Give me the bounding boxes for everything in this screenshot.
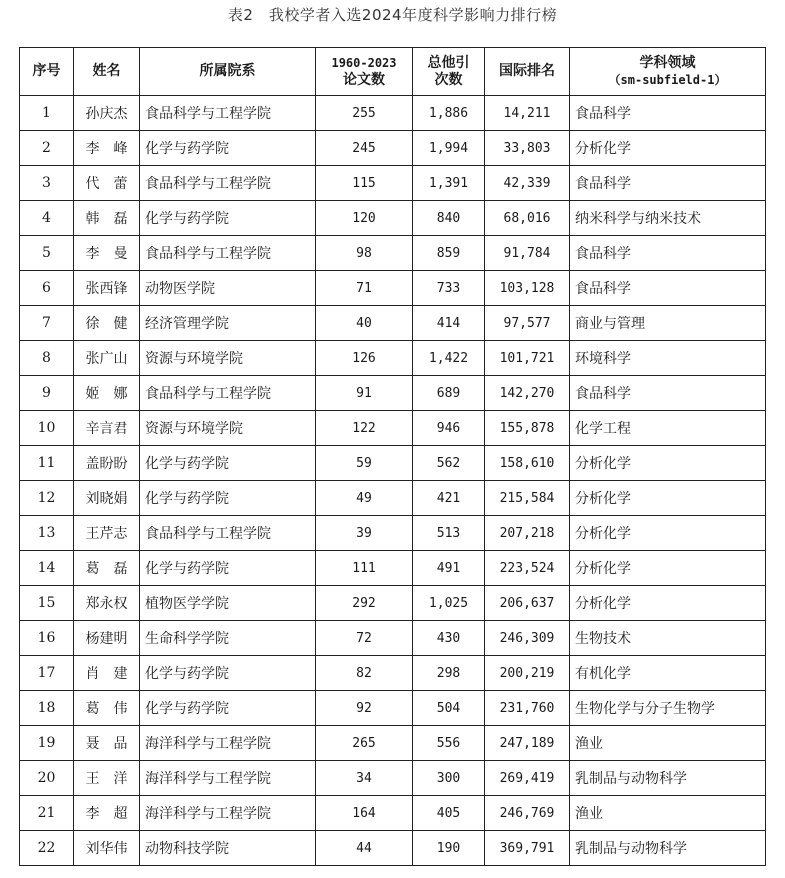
table-row	[20, 411, 766, 446]
cell-rank: 7	[20, 306, 74, 341]
table-row	[20, 131, 766, 166]
table-row	[20, 376, 766, 411]
cell-college: 化学与药学院	[140, 481, 316, 516]
table-row	[20, 96, 766, 131]
cell-rank: 5	[20, 236, 74, 271]
cell-citations: 733	[413, 271, 485, 306]
header-intl-rank: 国际排名	[485, 48, 570, 96]
table-row	[20, 306, 766, 341]
cell-college: 食品科学与工程学院	[140, 516, 316, 551]
cell-rank: 8	[20, 341, 74, 376]
header-field	[570, 48, 766, 96]
cell-intl-rank: 91,784	[485, 236, 570, 271]
cell-name: 葛 伟	[74, 691, 140, 726]
cell-rank: 12	[20, 481, 74, 516]
cell-intl-rank: 200,219	[485, 656, 570, 691]
table-row	[20, 481, 766, 516]
cell-intl-rank: 231,760	[485, 691, 570, 726]
cell-rank: 17	[20, 656, 74, 691]
cell-papers: 111	[316, 551, 413, 586]
cell-name: 李 超	[74, 796, 140, 831]
cell-citations: 190	[413, 831, 485, 866]
table-row	[20, 761, 766, 796]
cell-papers: 91	[316, 376, 413, 411]
cell-college: 食品科学与工程学院	[140, 96, 316, 131]
cell-rank: 4	[20, 201, 74, 236]
header-papers-label: 论文数	[343, 71, 385, 88]
cell-citations: 1,422	[413, 341, 485, 376]
cell-intl-rank: 68,016	[485, 201, 570, 236]
cell-intl-rank: 158,610	[485, 446, 570, 481]
cell-papers: 115	[316, 166, 413, 201]
cell-rank: 2	[20, 131, 74, 166]
cell-field: 食品科学	[570, 376, 766, 411]
cell-citations: 689	[413, 376, 485, 411]
cell-papers: 98	[316, 236, 413, 271]
cell-rank: 11	[20, 446, 74, 481]
cell-citations: 430	[413, 621, 485, 656]
cell-field: 环境科学	[570, 341, 766, 376]
cell-name: 韩 磊	[74, 201, 140, 236]
cell-intl-rank: 223,524	[485, 551, 570, 586]
cell-rank: 6	[20, 271, 74, 306]
cell-citations: 1,994	[413, 131, 485, 166]
cell-rank: 20	[20, 761, 74, 796]
cell-papers: 120	[316, 201, 413, 236]
cell-college: 海洋科学与工程学院	[140, 796, 316, 831]
table-row	[20, 516, 766, 551]
cell-rank: 14	[20, 551, 74, 586]
cell-field: 分析化学	[570, 481, 766, 516]
cell-papers: 265	[316, 726, 413, 761]
cell-intl-rank: 207,218	[485, 516, 570, 551]
cell-intl-rank: 246,769	[485, 796, 570, 831]
cell-papers: 39	[316, 516, 413, 551]
table-row	[20, 446, 766, 481]
cell-college: 海洋科学与工程学院	[140, 726, 316, 761]
table-row	[20, 341, 766, 376]
cell-papers: 92	[316, 691, 413, 726]
cell-field: 分析化学	[570, 446, 766, 481]
cell-rank: 15	[20, 586, 74, 621]
cell-papers: 44	[316, 831, 413, 866]
cell-papers: 72	[316, 621, 413, 656]
cell-citations: 946	[413, 411, 485, 446]
table-row	[20, 236, 766, 271]
cell-papers: 49	[316, 481, 413, 516]
header-name: 姓名	[74, 48, 140, 96]
cell-name: 李 曼	[74, 236, 140, 271]
cell-field: 有机化学	[570, 656, 766, 691]
table-row	[20, 691, 766, 726]
table-row	[20, 271, 766, 306]
cell-citations: 1,025	[413, 586, 485, 621]
cell-name: 刘晓娟	[74, 481, 140, 516]
cell-name: 盖盼盼	[74, 446, 140, 481]
table-header-row	[20, 48, 766, 96]
cell-field: 分析化学	[570, 551, 766, 586]
table-row	[20, 551, 766, 586]
header-college: 所属院系	[140, 48, 316, 96]
cell-citations: 562	[413, 446, 485, 481]
cell-name: 杨建明	[74, 621, 140, 656]
cell-field: 分析化学	[570, 586, 766, 621]
cell-papers: 34	[316, 761, 413, 796]
header-field-line1: 学科领域	[639, 54, 696, 71]
cell-citations: 405	[413, 796, 485, 831]
cell-field: 纳米科学与纳米技术	[570, 201, 766, 236]
cell-rank: 10	[20, 411, 74, 446]
cell-papers: 164	[316, 796, 413, 831]
cell-rank: 1	[20, 96, 74, 131]
table-row	[20, 586, 766, 621]
header-papers	[316, 48, 413, 96]
cell-intl-rank: 101,721	[485, 341, 570, 376]
cell-college: 化学与药学院	[140, 691, 316, 726]
cell-field: 渔业	[570, 796, 766, 831]
cell-field: 乳制品与动物科学	[570, 761, 766, 796]
cell-name: 张西锋	[74, 271, 140, 306]
cell-rank: 9	[20, 376, 74, 411]
cell-field: 生物技术	[570, 621, 766, 656]
table-row	[20, 166, 766, 201]
cell-citations: 421	[413, 481, 485, 516]
cell-rank: 19	[20, 726, 74, 761]
cell-field: 化学工程	[570, 411, 766, 446]
cell-field: 食品科学	[570, 96, 766, 131]
cell-rank: 22	[20, 831, 74, 866]
cell-college: 化学与药学院	[140, 446, 316, 481]
cell-papers: 292	[316, 586, 413, 621]
cell-intl-rank: 33,803	[485, 131, 570, 166]
cell-papers: 122	[316, 411, 413, 446]
cell-name: 代 蕾	[74, 166, 140, 201]
cell-college: 生命科学学院	[140, 621, 316, 656]
cell-citations: 513	[413, 516, 485, 551]
cell-name: 王芹志	[74, 516, 140, 551]
table-row	[20, 201, 766, 236]
cell-field: 渔业	[570, 726, 766, 761]
header-field-line2: （sm-subfield-1）	[608, 72, 727, 87]
table-row	[20, 831, 766, 866]
cell-college: 化学与药学院	[140, 656, 316, 691]
cell-intl-rank: 155,878	[485, 411, 570, 446]
cell-college: 化学与药学院	[140, 551, 316, 586]
cell-citations: 1,886	[413, 96, 485, 131]
cell-field: 乳制品与动物科学	[570, 831, 766, 866]
cell-college: 食品科学与工程学院	[140, 166, 316, 201]
cell-college: 动物科技学院	[140, 831, 316, 866]
cell-college: 植物医学学院	[140, 586, 316, 621]
cell-name: 聂 品	[74, 726, 140, 761]
cell-college: 动物医学院	[140, 271, 316, 306]
table-row	[20, 656, 766, 691]
cell-citations: 504	[413, 691, 485, 726]
cell-intl-rank: 246,309	[485, 621, 570, 656]
table-row	[20, 621, 766, 656]
cell-intl-rank: 206,637	[485, 586, 570, 621]
cell-intl-rank: 97,577	[485, 306, 570, 341]
cell-name: 刘华伟	[74, 831, 140, 866]
cell-rank: 16	[20, 621, 74, 656]
cell-citations: 491	[413, 551, 485, 586]
table-caption: 表2 我校学者入选2024年度科学影响力排行榜	[227, 6, 558, 24]
cell-college: 经济管理学院	[140, 306, 316, 341]
cell-field: 分析化学	[570, 516, 766, 551]
cell-intl-rank: 142,270	[485, 376, 570, 411]
header-citations	[413, 48, 485, 96]
cell-field: 食品科学	[570, 166, 766, 201]
cell-papers: 82	[316, 656, 413, 691]
cell-field: 生物化学与分子生物学	[570, 691, 766, 726]
cell-intl-rank: 215,584	[485, 481, 570, 516]
cell-college: 化学与药学院	[140, 201, 316, 236]
cell-rank: 3	[20, 166, 74, 201]
header-citations-line2: 次数	[434, 71, 463, 88]
cell-name: 孙庆杰	[74, 96, 140, 131]
cell-college: 食品科学与工程学院	[140, 236, 316, 271]
cell-papers: 255	[316, 96, 413, 131]
cell-name: 李 峰	[74, 131, 140, 166]
cell-citations: 414	[413, 306, 485, 341]
cell-rank: 18	[20, 691, 74, 726]
cell-college: 化学与药学院	[140, 131, 316, 166]
cell-name: 徐 健	[74, 306, 140, 341]
cell-citations: 1,391	[413, 166, 485, 201]
cell-intl-rank: 42,339	[485, 166, 570, 201]
header-rank: 序号	[20, 48, 74, 96]
cell-college: 海洋科学与工程学院	[140, 761, 316, 796]
cell-citations: 300	[413, 761, 485, 796]
ranking-table	[19, 47, 766, 866]
header-papers-years: 1960-2023	[331, 55, 397, 70]
cell-intl-rank: 247,189	[485, 726, 570, 761]
cell-citations: 298	[413, 656, 485, 691]
cell-name: 肖 建	[74, 656, 140, 691]
cell-intl-rank: 14,211	[485, 96, 570, 131]
cell-papers: 40	[316, 306, 413, 341]
cell-name: 辛言君	[74, 411, 140, 446]
cell-field: 分析化学	[570, 131, 766, 166]
cell-citations: 556	[413, 726, 485, 761]
cell-college: 资源与环境学院	[140, 341, 316, 376]
cell-college: 食品科学与工程学院	[140, 376, 316, 411]
cell-papers: 71	[316, 271, 413, 306]
cell-rank: 13	[20, 516, 74, 551]
table-row	[20, 796, 766, 831]
cell-intl-rank: 103,128	[485, 271, 570, 306]
cell-field: 食品科学	[570, 271, 766, 306]
cell-citations: 859	[413, 236, 485, 271]
table-row	[20, 726, 766, 761]
cell-name: 郑永权	[74, 586, 140, 621]
cell-intl-rank: 269,419	[485, 761, 570, 796]
cell-college: 资源与环境学院	[140, 411, 316, 446]
cell-name: 姬 娜	[74, 376, 140, 411]
cell-name: 葛 磊	[74, 551, 140, 586]
cell-name: 王 洋	[74, 761, 140, 796]
cell-field: 商业与管理	[570, 306, 766, 341]
cell-citations: 840	[413, 201, 485, 236]
cell-papers: 59	[316, 446, 413, 481]
cell-papers: 245	[316, 131, 413, 166]
header-citations-line1: 总他引	[427, 54, 470, 71]
cell-name: 张广山	[74, 341, 140, 376]
cell-rank: 21	[20, 796, 74, 831]
cell-intl-rank: 369,791	[485, 831, 570, 866]
cell-field: 食品科学	[570, 236, 766, 271]
cell-papers: 126	[316, 341, 413, 376]
